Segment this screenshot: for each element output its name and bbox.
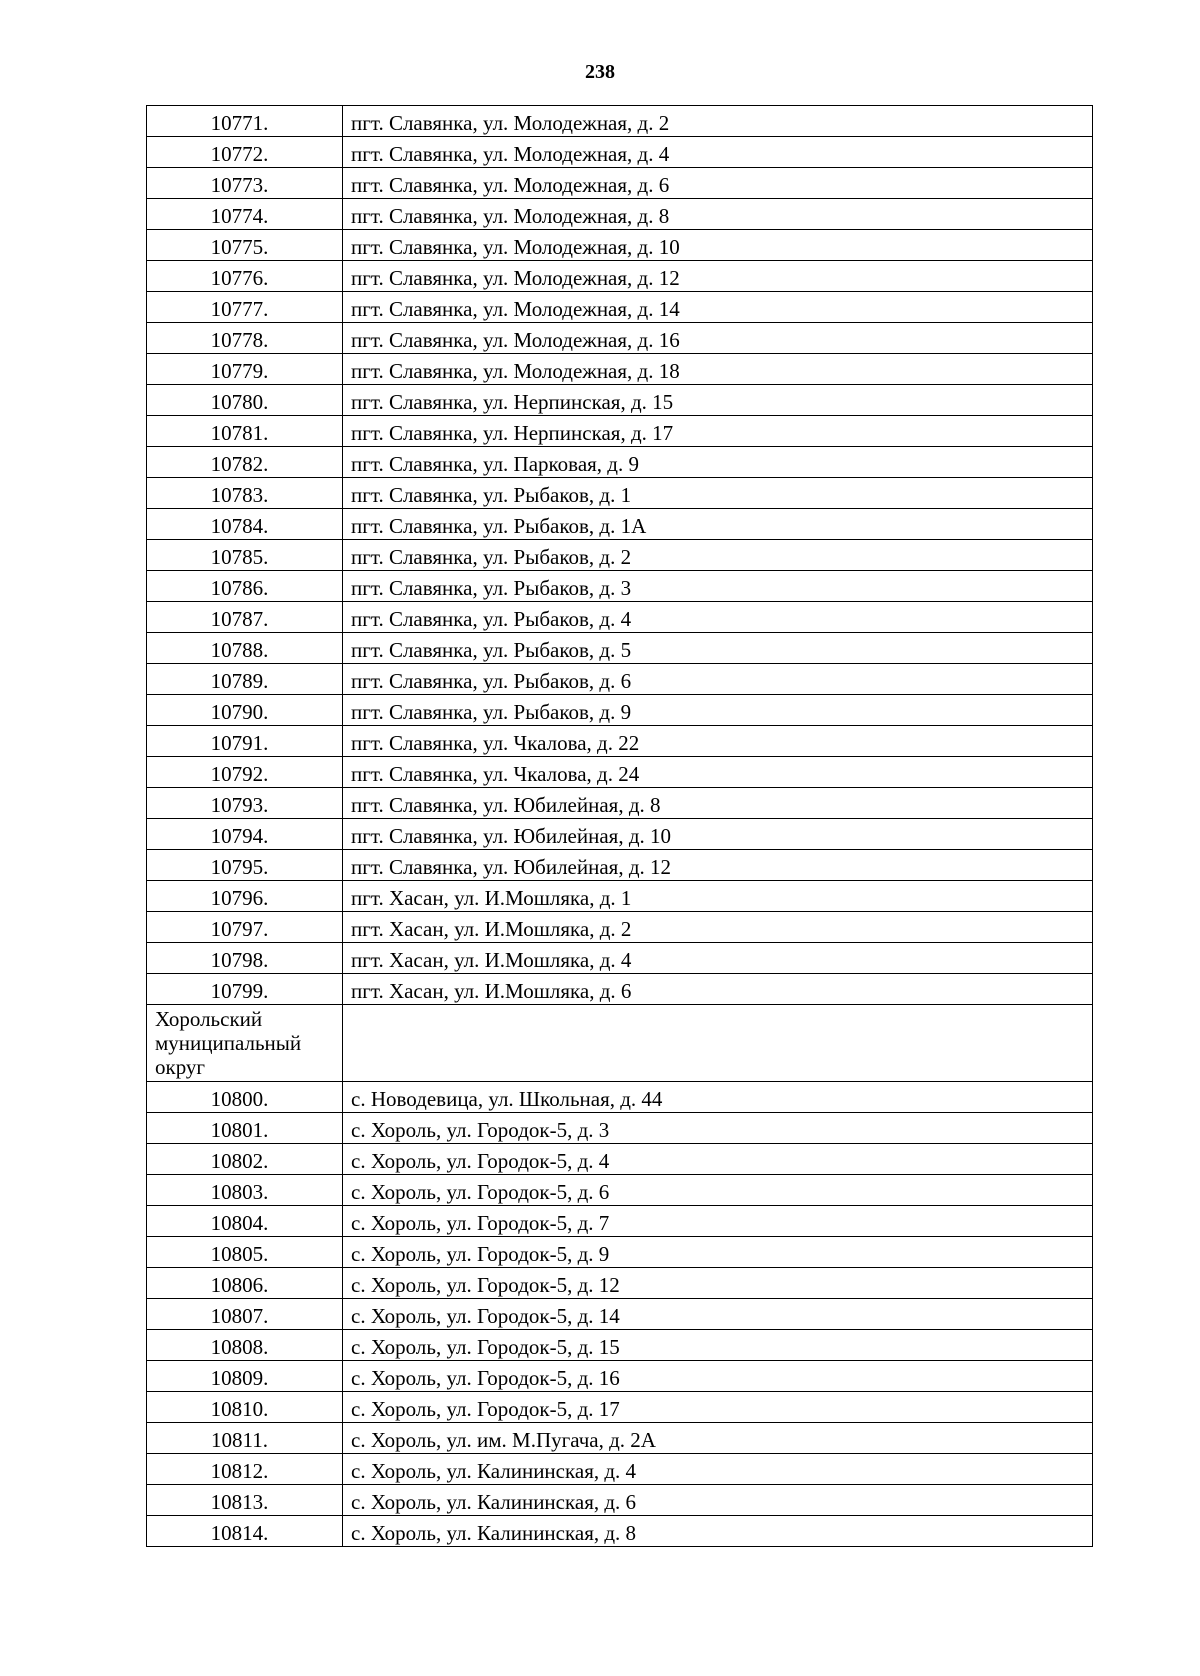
table-row	[147, 137, 1093, 168]
row-address: пгт. Славянка, ул. Рыбаков, д. 1	[343, 478, 1093, 509]
table-row	[147, 416, 1093, 447]
address-table-body-part2	[147, 1082, 1093, 1547]
row-number: 10787.	[147, 602, 343, 633]
row-number: 10776.	[147, 261, 343, 292]
row-number: 10808.	[147, 1330, 343, 1361]
row-address: пгт. Хасан, ул. И.Мошляка, д. 2	[343, 912, 1093, 943]
section-address	[343, 1005, 1093, 1082]
row-address: пгт. Славянка, ул. Молодежная, д. 18	[343, 354, 1093, 385]
row-address: пгт. Славянка, ул. Рыбаков, д. 1А	[343, 509, 1093, 540]
row-address: пгт. Славянка, ул. Молодежная, д. 10	[343, 230, 1093, 261]
table-row	[147, 261, 1093, 292]
row-address: с. Хороль, ул. Городок-5, д. 3	[343, 1113, 1093, 1144]
table-row	[147, 1206, 1093, 1237]
row-address: пгт. Славянка, ул. Рыбаков, д. 5	[343, 633, 1093, 664]
row-address: пгт. Славянка, ул. Молодежная, д. 2	[343, 106, 1093, 137]
row-number: 10786.	[147, 571, 343, 602]
row-number: 10805.	[147, 1237, 343, 1268]
row-address: с. Хороль, ул. им. М.Пугача, д. 2А	[343, 1423, 1093, 1454]
table-row	[147, 509, 1093, 540]
row-address: пгт. Славянка, ул. Юбилейная, д. 10	[343, 819, 1093, 850]
table-row	[147, 168, 1093, 199]
table-row	[147, 912, 1093, 943]
table-row	[147, 354, 1093, 385]
row-address: пгт. Славянка, ул. Рыбаков, д. 6	[343, 664, 1093, 695]
table-row	[147, 757, 1093, 788]
row-number: 10811.	[147, 1423, 343, 1454]
table-row	[147, 1113, 1093, 1144]
row-address: пгт. Славянка, ул. Молодежная, д. 16	[343, 323, 1093, 354]
table-row	[147, 230, 1093, 261]
row-number: 10790.	[147, 695, 343, 726]
row-number: 10780.	[147, 385, 343, 416]
row-number: 10777.	[147, 292, 343, 323]
table-row	[147, 1299, 1093, 1330]
row-address: с. Хороль, ул. Городок-5, д. 9	[343, 1237, 1093, 1268]
row-address: пгт. Славянка, ул. Рыбаков, д. 2	[343, 540, 1093, 571]
row-number: 10800.	[147, 1082, 343, 1113]
table-row	[147, 1082, 1093, 1113]
table-row	[147, 1392, 1093, 1423]
section-row	[147, 1005, 1093, 1082]
row-number: 10794.	[147, 819, 343, 850]
row-address: с. Хороль, ул. Городок-5, д. 16	[343, 1361, 1093, 1392]
row-number: 10806.	[147, 1268, 343, 1299]
row-number: 10789.	[147, 664, 343, 695]
row-address: пгт. Хасан, ул. И.Мошляка, д. 4	[343, 943, 1093, 974]
row-number: 10784.	[147, 509, 343, 540]
row-number: 10773.	[147, 168, 343, 199]
table-row	[147, 695, 1093, 726]
table-row	[147, 199, 1093, 230]
table-row	[147, 1175, 1093, 1206]
row-number: 10783.	[147, 478, 343, 509]
address-table-container	[146, 105, 1092, 1547]
row-address: пгт. Хасан, ул. И.Мошляка, д. 1	[343, 881, 1093, 912]
table-row	[147, 106, 1093, 137]
row-address: пгт. Славянка, ул. Юбилейная, д. 8	[343, 788, 1093, 819]
row-number: 10807.	[147, 1299, 343, 1330]
table-row	[147, 292, 1093, 323]
table-row	[147, 974, 1093, 1005]
row-address: пгт. Славянка, ул. Молодежная, д. 12	[343, 261, 1093, 292]
row-number: 10810.	[147, 1392, 343, 1423]
row-number: 10804.	[147, 1206, 343, 1237]
address-table	[146, 105, 1093, 1547]
row-number: 10814.	[147, 1516, 343, 1547]
row-address: пгт. Славянка, ул. Молодежная, д. 4	[343, 137, 1093, 168]
row-address: пгт. Хасан, ул. И.Мошляка, д. 6	[343, 974, 1093, 1005]
table-row	[147, 323, 1093, 354]
row-number: 10809.	[147, 1361, 343, 1392]
row-number: 10785.	[147, 540, 343, 571]
table-row	[147, 1485, 1093, 1516]
row-address: пгт. Славянка, ул. Молодежная, д. 8	[343, 199, 1093, 230]
table-row	[147, 788, 1093, 819]
table-row	[147, 819, 1093, 850]
table-row	[147, 726, 1093, 757]
row-number: 10801.	[147, 1113, 343, 1144]
row-address: с. Хороль, ул. Городок-5, д. 4	[343, 1144, 1093, 1175]
row-number: 10779.	[147, 354, 343, 385]
row-address: с. Хороль, ул. Калининская, д. 6	[343, 1485, 1093, 1516]
address-table-body-part1	[147, 106, 1093, 1005]
row-address: пгт. Славянка, ул. Рыбаков, д. 9	[343, 695, 1093, 726]
table-row	[147, 664, 1093, 695]
row-address: пгт. Славянка, ул. Молодежная, д. 14	[343, 292, 1093, 323]
table-row	[147, 571, 1093, 602]
row-address: с. Хороль, ул. Городок-5, д. 6	[343, 1175, 1093, 1206]
row-number: 10796.	[147, 881, 343, 912]
table-row	[147, 1237, 1093, 1268]
table-row	[147, 385, 1093, 416]
table-row	[147, 478, 1093, 509]
row-address: с. Хороль, ул. Городок-5, д. 14	[343, 1299, 1093, 1330]
table-row	[147, 943, 1093, 974]
row-address: пгт. Славянка, ул. Парковая, д. 9	[343, 447, 1093, 478]
row-number: 10813.	[147, 1485, 343, 1516]
row-number: 10782.	[147, 447, 343, 478]
row-number: 10797.	[147, 912, 343, 943]
table-row	[147, 881, 1093, 912]
row-number: 10775.	[147, 230, 343, 261]
row-number: 10778.	[147, 323, 343, 354]
row-address: с. Хороль, ул. Калининская, д. 8	[343, 1516, 1093, 1547]
row-number: 10771.	[147, 106, 343, 137]
table-row	[147, 540, 1093, 571]
row-address: пгт. Славянка, ул. Нерпинская, д. 17	[343, 416, 1093, 447]
row-number: 10812.	[147, 1454, 343, 1485]
row-number: 10791.	[147, 726, 343, 757]
row-number: 10788.	[147, 633, 343, 664]
row-number: 10792.	[147, 757, 343, 788]
row-address: пгт. Славянка, ул. Юбилейная, д. 12	[343, 850, 1093, 881]
row-number: 10799.	[147, 974, 343, 1005]
table-row	[147, 1454, 1093, 1485]
row-address: с. Хороль, ул. Городок-5, д. 7	[343, 1206, 1093, 1237]
row-address: пгт. Славянка, ул. Рыбаков, д. 4	[343, 602, 1093, 633]
table-row	[147, 602, 1093, 633]
table-row	[147, 1330, 1093, 1361]
row-number: 10772.	[147, 137, 343, 168]
row-address: с. Хороль, ул. Городок-5, д. 17	[343, 1392, 1093, 1423]
row-number: 10802.	[147, 1144, 343, 1175]
table-row	[147, 1423, 1093, 1454]
table-row	[147, 1516, 1093, 1547]
row-number: 10798.	[147, 943, 343, 974]
row-address: с. Хороль, ул. Калининская, д. 4	[343, 1454, 1093, 1485]
page-number: 238	[585, 61, 615, 83]
row-number: 10781.	[147, 416, 343, 447]
row-number: 10803.	[147, 1175, 343, 1206]
row-address: с. Хороль, ул. Городок-5, д. 12	[343, 1268, 1093, 1299]
table-row	[147, 1268, 1093, 1299]
table-row	[147, 850, 1093, 881]
row-address: пгт. Славянка, ул. Чкалова, д. 24	[343, 757, 1093, 788]
row-address: пгт. Славянка, ул. Рыбаков, д. 3	[343, 571, 1093, 602]
row-address: пгт. Славянка, ул. Молодежная, д. 6	[343, 168, 1093, 199]
table-row	[147, 1144, 1093, 1175]
table-row	[147, 447, 1093, 478]
row-number: 10774.	[147, 199, 343, 230]
row-address: с. Новодевица, ул. Школьная, д. 44	[343, 1082, 1093, 1113]
row-number: 10793.	[147, 788, 343, 819]
section-name: Хорольский муниципальный округ	[147, 1005, 343, 1082]
table-row	[147, 1361, 1093, 1392]
section-header-body	[147, 1005, 1093, 1082]
row-address: пгт. Славянка, ул. Чкалова, д. 22	[343, 726, 1093, 757]
row-address: пгт. Славянка, ул. Нерпинская, д. 15	[343, 385, 1093, 416]
row-number: 10795.	[147, 850, 343, 881]
row-address: с. Хороль, ул. Городок-5, д. 15	[343, 1330, 1093, 1361]
table-row	[147, 633, 1093, 664]
